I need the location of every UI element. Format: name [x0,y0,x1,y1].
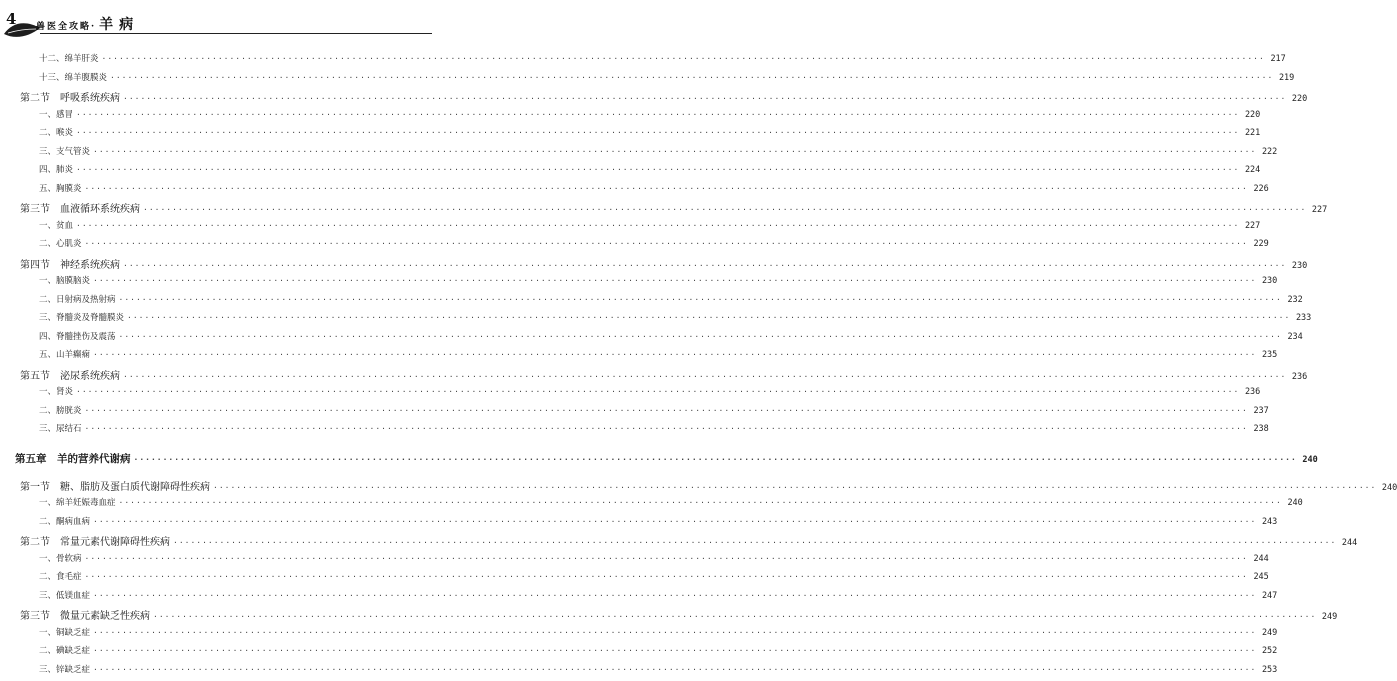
toc-entry-title: 二、酮病血病 [20,515,90,527]
dot-leader: ········································································································································································································ [110,73,1273,82]
toc-item [20,589,438,608]
toc-item [20,348,438,367]
toc-item [20,663,438,681]
toc-item [20,330,438,349]
dot-leader: ········································································································································································································ [76,110,1239,119]
toc-item [20,552,438,571]
toc-entry-title: 一、铜缺乏症 [20,626,90,638]
dot-leader: ········································································································································································································ [76,221,1239,230]
toc-entry-title: 二、食毛症 [20,570,82,582]
running-title: 兽医全攻略· 羊病 [36,14,139,34]
toc-section [20,607,438,626]
header-rule [40,33,432,34]
dot-leader: ········································································································································································································ [93,350,1256,359]
dot-leader: ········································································································································································································ [76,165,1239,174]
toc-page-number: 244 [1339,538,1357,548]
toc-entry-title: 第二节 呼吸系统疾病 [20,89,120,104]
toc-entry-title: 第三节 血液循环系统疾病 [20,200,140,215]
dot-leader: ········································································································································································································ [85,424,1248,433]
dot-leader: ········································································································································································································ [213,483,1376,492]
toc-page-number: 236 [1242,387,1260,397]
dot-leader: ········································································································································································································ [173,538,1336,547]
dot-leader: ········································································································································································································ [93,591,1256,600]
dot-leader: ········································································································································································································ [93,628,1256,637]
dot-leader: ········································································································································································································ [123,372,1286,381]
toc-entry-title: 五、胸膜炎 [20,182,82,194]
toc-entry-title: 二、日射病及热射病 [20,293,116,305]
toc-entry-title: 一、贫血 [20,219,73,231]
toc-page-number: 238 [1251,424,1269,434]
toc-item [20,515,438,534]
toc-entry-title: 四、脊髓挫伤及震荡 [20,330,116,342]
toc-entry-title: 三、低镁血症 [20,589,90,601]
dot-leader: ········································································································································································································ [85,406,1248,415]
toc-page-number: 226 [1251,184,1269,194]
table-of-contents [20,52,438,681]
toc-entry-title: 三、脊髓炎及脊髓膜炎 [20,311,124,323]
dot-leader: ········································································································································································································ [93,147,1256,156]
dot-leader: ········································································································································································································ [85,554,1248,563]
toc-page-number: 232 [1285,295,1303,305]
toc-entry-title: 第四节 神经系统疾病 [20,256,120,271]
toc-item [20,108,438,127]
toc-entry-title: 第五章 羊的营养代谢病 [15,451,131,466]
toc-entry-title: 三、支气管炎 [20,145,90,157]
toc-item [20,163,438,182]
toc-entry-title: 三、锌缺乏症 [20,663,90,675]
toc-section [20,533,438,552]
toc-page-number: 249 [1319,612,1337,622]
dot-leader: ········································································································································································································ [134,455,1297,464]
toc-entry-title: 一、肾炎 [20,385,73,397]
toc-entry-title: 二、膀胱炎 [20,404,82,416]
toc-entry-title: 三、尿结石 [20,422,82,434]
toc-entry-title: 一、绵羊妊娠毒血症 [20,496,116,508]
toc-section [20,200,438,219]
toc-item [20,237,438,256]
toc-item [20,404,438,423]
toc-page-number: 221 [1242,128,1260,138]
toc-entry-title: 一、感冒 [20,108,73,120]
dot-leader: ········································································································································································································ [119,295,1282,304]
toc-item [20,626,438,645]
toc-page-number: 229 [1251,239,1269,249]
toc-entry-title: 四、肺炎 [20,163,73,175]
toc-page-number: 220 [1242,110,1260,120]
toc-item [20,496,438,515]
toc-item [20,422,438,441]
toc-item [20,644,438,663]
dot-leader: ········································································································································································································ [123,261,1286,270]
toc-page-number: 240 [1285,498,1303,508]
toc-page-number: 235 [1259,350,1277,360]
dot-leader: ········································································································································································································ [85,184,1248,193]
toc-page-number: 227 [1242,221,1260,231]
dot-leader: ········································································································································································································ [85,239,1248,248]
toc-entry-title: 一、骨软病 [20,552,82,564]
toc-page-number: 252 [1259,646,1277,656]
toc-item [20,145,438,164]
dot-leader: ········································································································································································································ [143,205,1306,214]
toc-page-number: 240 [1379,483,1397,493]
dot-leader: ········································································································································································································ [93,665,1256,674]
toc-page-number: 224 [1242,165,1260,175]
dot-leader: ········································································································································································································ [119,498,1282,507]
toc-page-number: 233 [1293,313,1311,323]
toc-item [20,274,438,293]
toc-entry-title: 二、碘缺乏症 [20,644,90,656]
toc-section [20,89,438,108]
toc-entry-title: 二、心肌炎 [20,237,82,249]
toc-item [20,126,438,145]
toc-page-number: 253 [1259,665,1277,675]
toc-page-number: 240 [1300,455,1318,465]
dot-leader: ········································································································································································································ [85,572,1248,581]
dot-leader: ········································································································································································································ [93,517,1256,526]
dot-leader: ········································································································································································································ [123,94,1286,103]
dot-leader: ········································································································································································································ [93,276,1256,285]
series-title: 兽医全攻略 [36,22,91,32]
toc-entry-title: 二、喉炎 [20,126,73,138]
toc-entry-title: 第二节 常量元素代谢障碍性疾病 [20,533,170,548]
toc-page-number: 234 [1285,332,1303,342]
toc-item [20,52,438,71]
toc-entry-title: 十三、绵羊腹膜炎 [20,71,107,83]
toc-page-number: 244 [1251,554,1269,564]
toc-page-number: 247 [1259,591,1277,601]
toc-page-number: 236 [1289,372,1307,382]
toc-page-number: 249 [1259,628,1277,638]
toc-page-number: 243 [1259,517,1277,527]
subject-title: 羊病 [99,17,139,33]
toc-entry-title: 第一节 糖、脂肪及蛋白质代谢障碍性疾病 [20,478,210,493]
toc-section [20,367,438,386]
toc-item [20,219,438,238]
toc-item [20,182,438,201]
toc-item [20,293,438,312]
dot-leader: ········································································································································································································ [119,332,1282,341]
toc-page-number: 230 [1259,276,1277,286]
dot-leader: ········································································································································································································ [76,128,1239,137]
toc-page-number: 227 [1309,205,1327,215]
dot-leader: ········································································································································································································ [102,54,1265,63]
toc-chapter [20,451,438,474]
toc-item [20,311,438,330]
running-header [0,0,456,44]
toc-entry-title: 第五节 泌尿系统疾病 [20,367,120,382]
toc-section [20,478,438,497]
toc-page-number: 230 [1289,261,1307,271]
dot-leader: ········································································································································································································ [76,387,1239,396]
dot-leader: ········································································································································································································ [93,646,1256,655]
toc-entry-title: 十二、绵羊肝炎 [20,52,99,64]
toc-item [20,570,438,589]
toc-entry-title: 一、脑膜脑炎 [20,274,90,286]
toc-section [20,256,438,275]
toc-page-number: 219 [1276,73,1294,83]
toc-page-number: 245 [1251,572,1269,582]
toc-item [20,385,438,404]
toc-page-number: 217 [1268,54,1286,64]
page-number: 4 [6,10,16,28]
toc-page-number: 220 [1289,94,1307,104]
toc-entry-title: 第三节 微量元素缺乏性疾病 [20,607,150,622]
toc-page-number: 237 [1251,406,1269,416]
dot-leader: ········································································································································································································ [127,313,1290,322]
toc-item [20,71,438,90]
toc-entry-title: 五、山羊癫痫 [20,348,90,360]
toc-page-number: 222 [1259,147,1277,157]
dot-leader: ········································································································································································································ [153,612,1316,621]
